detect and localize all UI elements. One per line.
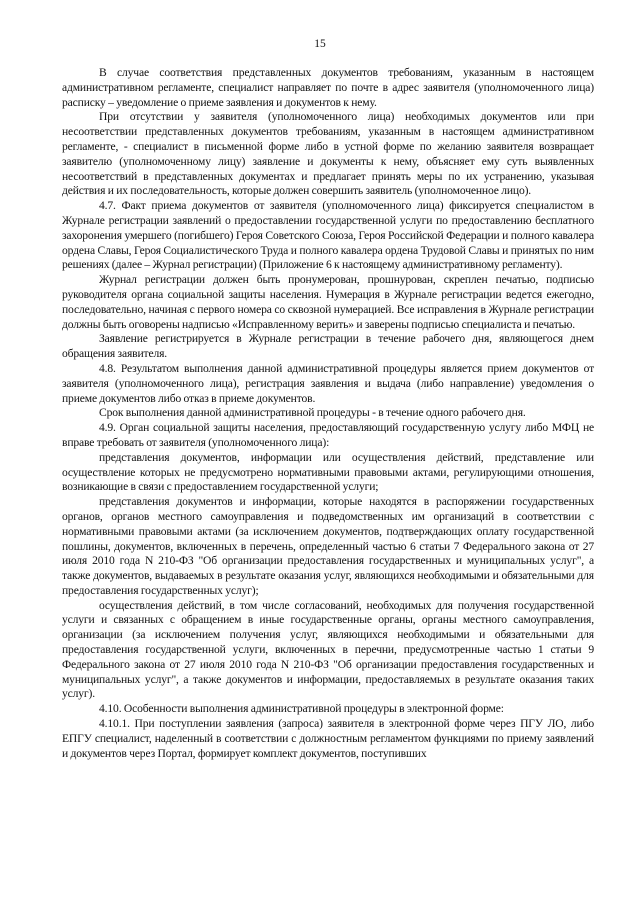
paragraph: 4.8. Результатом выполнения данной административной процедуры является прием документов от заявителя (уполномоченного лица), регистрация заявления и выдача (либо направление) уведомления о приеме документов либо отказ в приеме документов. xyxy=(62,361,594,405)
paragraph: Журнал регистрации должен быть пронумерован, прошнурован, скреплен печатью, подписью руководителя органа социальной защиты населения. Нумерация в Журнале регистрации ведется ежегодно, последовательно, начиная с первого номера со сквозной нумерацией. Все исправления в Журнале регистрации должны быть оговорены надписью «Исправленному верить» и заверены подписью специалиста и печатью. xyxy=(62,273,594,331)
paragraph: осуществления действий, в том числе согласований, необходимых для получения государственной услуги и связанных с обращением в иные государственные органы, органы местного самоуправления, организации (за исключением получения услуг, являющихся необходимыми и обязательными для предоставления государственной услуги, включенных в перечни, предусмотренные частью 1 статьи 9 Федерального закона от 27 июля 2010 года N 210-ФЗ "Об организации предоставления государственных и муниципальных услуг", а также документов и информации, предоставляемых в результате оказания таких услуг). xyxy=(62,598,594,701)
paragraph: 4.9. Орган социальной защиты населения, предоставляющий государственную услугу либо МФЦ не вправе требовать от заявителя (уполномоченного лица): xyxy=(62,421,594,449)
paragraph: 4.10. Особенности выполнения административной процедуры в электронной форме: xyxy=(99,702,504,716)
paragraph: В случае соответствия представленных документов требованиям, указанным в настоящем административном регламенте, специалист направляет по почте в адрес заявителя (уполномоченного лица) расписку – уведомление о приеме заявления и документов к нему. xyxy=(62,66,594,109)
paragraph: Срок выполнения данной административной процедуры - в течение одного рабочего дня. xyxy=(99,406,526,420)
paragraph: 4.10.1. При поступлении заявления (запроса) заявителя в электронной форме через ПГУ ЛО, либо ЕПГУ специалист, наделенный в соответствии с должностным регламентом функциями по приему заявлений и документов через Портал, формирует комплект документов, поступивших xyxy=(62,717,594,760)
document-body xyxy=(62,66,594,761)
page-number: 15 xyxy=(314,38,326,50)
paragraph: Заявление регистрируется в Журнале регистрации в течение рабочего дня, являющегося днем обращения заявителя. xyxy=(62,332,594,361)
paragraph: представления документов, информации или осуществления действий, представление или осуществление которых не предусмотрено нормативными правовыми актами, регулирующими отношения, возникающие в связи с предоставлением государственной услуги; xyxy=(62,450,594,494)
paragraph: При отсутствии у заявителя (уполномоченного лица) необходимых документов или при несоответствии представленных документов требованиям, указанным в настоящем административном регламенте, - специалист в письменной форме либо в устной форме по желанию заявителя возвращает заявителю (уполномоченному лицу) заявление и документы к нему, объясняет ему суть выявленных несоответствий в представленных документах и предлагает принять меры по их устранению, указывая действия и их последовательность, которые должен совершить заявитель (уполномоченное лицо). xyxy=(62,110,594,198)
paragraph: 4.7. Факт приема документов от заявителя (уполномоченного лица) фиксируется специалистом в Журнале регистрации заявлений о предоставлении государственной услуги по предоставлению бесплатного захоронения умершего (погибшего) Героя Советского Союза, Героя Российской Федерации и полного кавалера ордена Славы, Героя Социалистического Труда и полного кавалера ордена Трудовой Славы и принятых по ним решениях (далее – Журнал регистрации) (Приложение 6 к настоящему административному регламенту). xyxy=(62,199,594,272)
paragraph: представления документов и информации, которые находятся в распоряжении государственных органов, органов местного самоуправления и подведомственных им организаций в соответствии с нормативными правовыми актами (за исключением документов, подтверждающих оплату государственной пошлины, документов, включенных в перечень, определенный частью 6 статьи 7 Федерального закона от 27 июля 2010 года N 210-ФЗ "Об организации предоставления государственных и муниципальных услуг", а также документов, выдаваемых в результате оказания услуг, являющихся необходимыми и обязательными для предоставления государственных услуг); xyxy=(62,495,594,597)
